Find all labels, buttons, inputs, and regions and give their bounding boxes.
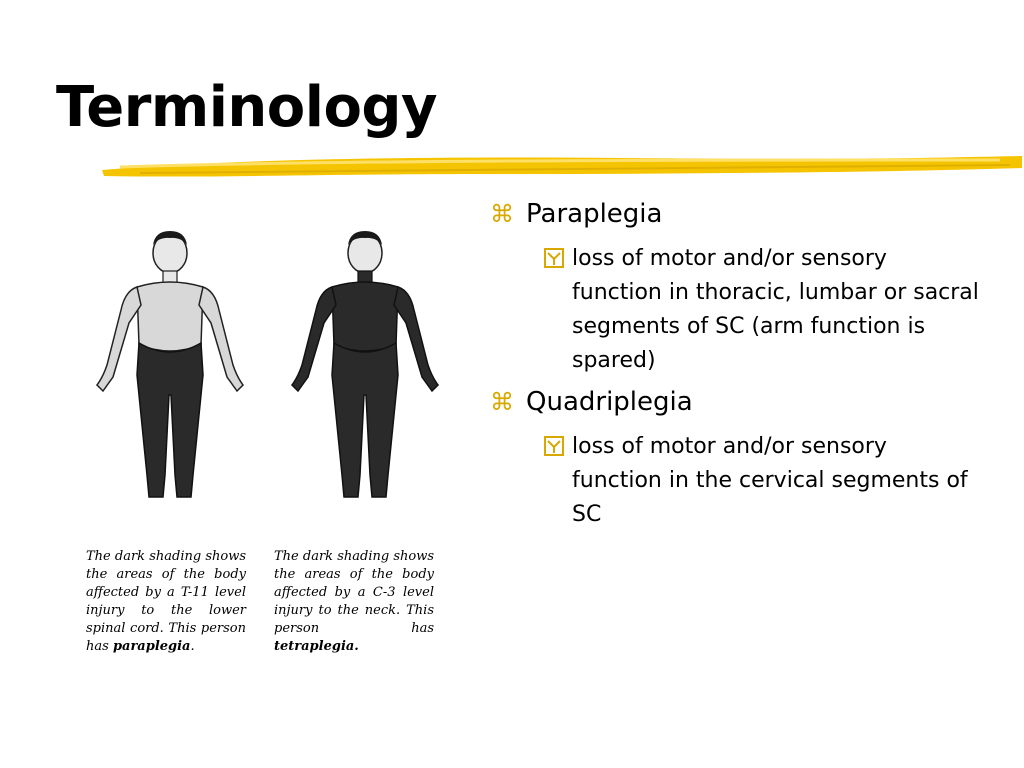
command-key-icon: ⌘ <box>490 200 514 228</box>
title-underline-brushstroke <box>100 150 1024 184</box>
paraplegia-body-figure <box>85 225 255 515</box>
bullet-detail: loss of motor and/or sensory function in the cervical segments of SC <box>572 434 968 527</box>
bullet-term: Quadriplegia <box>526 387 693 417</box>
bullet-list <box>490 196 980 532</box>
tetraplegia-caption <box>274 548 434 656</box>
paraplegia-caption-emphasis: paraplegia <box>112 639 191 654</box>
paraplegia-caption-text: The dark shading shows the areas of the body affected by a T-11 level injury to the lower spinal cord. This person has <box>86 549 246 654</box>
tetraplegia-caption-emphasis: tetraplegia. <box>274 639 359 654</box>
command-key-icon: ⌘ <box>490 388 514 416</box>
tetraplegia-caption-text: The dark shading shows the areas of the body affected by a C-3 level injury to the neck. This person has <box>274 549 434 636</box>
bullet-term: Paraplegia <box>526 199 663 229</box>
bullet-quadriplegia <box>490 384 980 420</box>
sub-bullet-paraplegia-definition <box>536 242 982 378</box>
paraplegia-caption <box>86 548 246 656</box>
checkbox-y-icon <box>544 248 564 268</box>
bullet-paraplegia <box>490 196 980 232</box>
spinal-injury-illustration <box>60 225 460 695</box>
sub-bullet-quadriplegia-definition <box>536 430 982 532</box>
paraplegia-caption-tail: . <box>190 639 195 654</box>
checkbox-y-icon <box>544 436 564 456</box>
bullet-detail: loss of motor and/or sensory function in thoracic, lumbar or sacral segments of SC (arm function is spared) <box>572 246 979 373</box>
tetraplegia-body-figure <box>280 225 450 515</box>
slide-title: Terminology <box>56 75 438 140</box>
